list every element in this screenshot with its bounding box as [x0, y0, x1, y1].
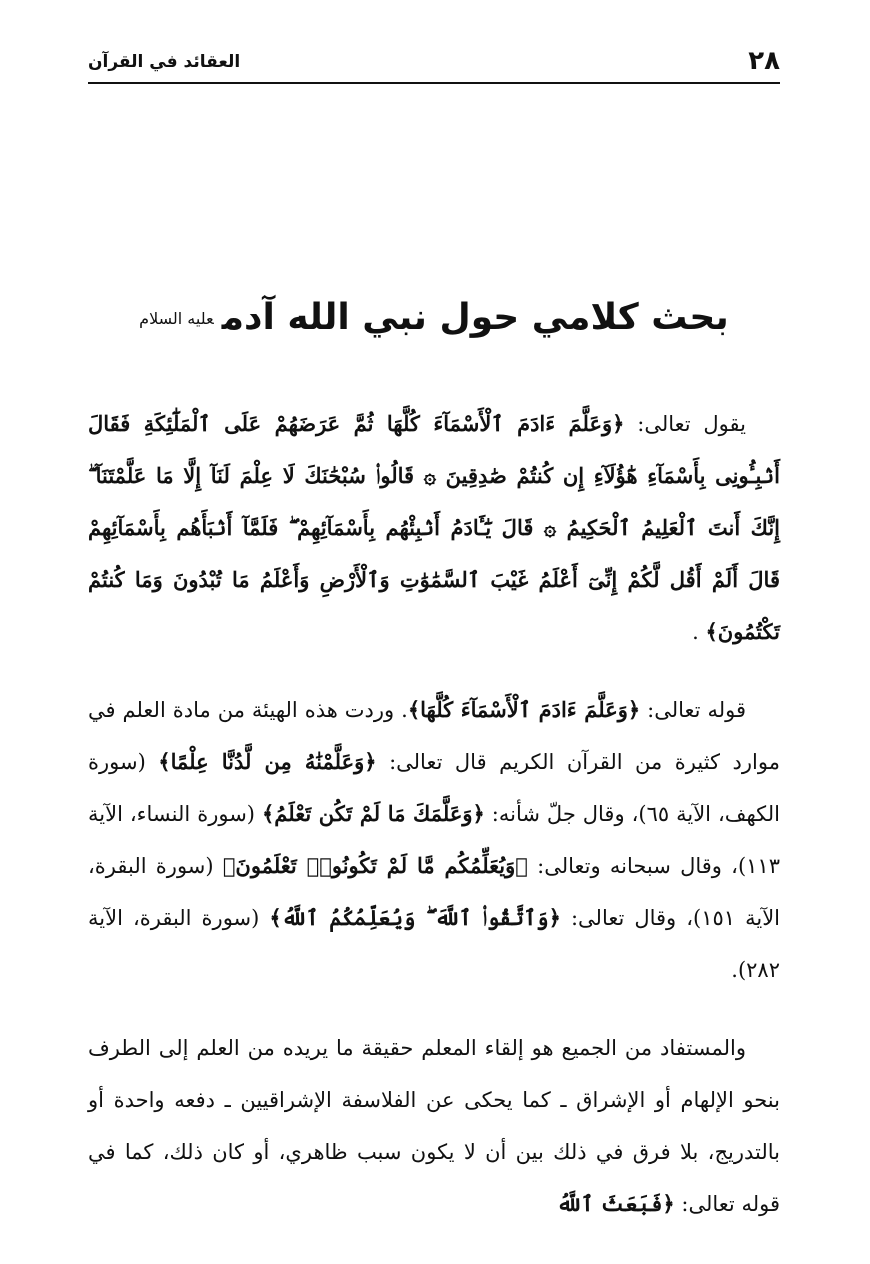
quran-verse: ﴿فَبَعَثَ ٱللَّهُ [556, 1191, 675, 1216]
paragraph-1-lead: يقول تعالى: [624, 412, 746, 436]
quran-verse: ﴿وَٱتَّقُوا۟ ٱللَّهَ ۖ وَيُعَلِّمُكُمُ ٱللَّهُ﴾ [269, 905, 561, 930]
chapter-title [88, 290, 780, 347]
verse-reference: (سورة البقرة، الآية ٢٨٢). [88, 906, 780, 982]
verse-reference: (سورة الكهف، الآية ٦٥)، وقال جلّ شأنه: [88, 750, 781, 826]
paragraph-1 [88, 398, 780, 658]
paragraph-3 [88, 1022, 780, 1230]
honorific-glyph: عليه السلام [139, 309, 214, 328]
page-header [88, 40, 780, 84]
paragraph-2-text: قوله تعالى: [640, 698, 746, 722]
paragraph-1-tail: . [692, 620, 706, 644]
quran-verse: ﴿وَيُعَلِّمُكُم مَّا لَمْ تَكُونُوا۟ تَعْلَمُونَ﴾ [222, 853, 528, 878]
paragraph-2 [88, 684, 780, 996]
verse-reference: (سورة النساء، الآية ١١٣)، وقال سبحانه وتعالى: [88, 802, 780, 878]
paragraph-2-text: . وردت هذه الهيئة من مادة العلم في موارد كثيرة من القرآن الكريم قال تعالى: [88, 698, 780, 774]
chapter-title-text: بحث كلامي حول نبي الله آدم [221, 297, 729, 338]
quran-verse: ﴿وَعَلَّمْنَٰهُ مِن لَّدُنَّا عِلْمًا﴾ [158, 749, 377, 774]
quran-verse: ﴿وَعَلَّمَكَ مَا لَمْ تَكُن تَعْلَمُ﴾ [261, 801, 485, 826]
running-title: العقائد في القرآن [88, 52, 241, 72]
verse-reference: (سورة البقرة، الآية ١٥١)، وقال تعالى: [88, 854, 781, 930]
page-number: ٢٨ [748, 46, 780, 76]
quran-verse: ﴿وَعَلَّمَ ءَادَمَ ٱلْأَسْمَآءَ كُلَّهَا﴾ [407, 697, 641, 722]
paragraph-3-text: والمستفاد من الجميع هو إلقاء المعلم حقيقة ما يريده من العلم إلى الطرف بنحو الإلهام أو الإشراق ـ كما يحكى عن الفلاسفة الإشراقيين ـ دفعه واحدة أو بالتدريج، بلا فرق في ذلك بين أن لا يكون سبب ظاهري، أو كان ذلك، كما في قوله تعالى: [88, 1036, 780, 1216]
quran-verse: ﴿وَعَلَّمَ ءَادَمَ ٱلْأَسْمَآءَ كُلَّهَا ثُمَّ عَرَضَهُمْ عَلَى ٱلْمَلَٰٓئِكَةِ فَقَالَ أَنۢبِـُٔونِى بِأَسْمَآءِ هَٰٓؤُلَآءِ إِن كُنتُمْ صَٰدِقِينَ ۞ قَالُوا۟ سُبْحَٰنَكَ لَا عِلْمَ لَنَآ إِلَّا مَا عَلَّمْتَنَآ ۖ إِنَّكَ أَنتَ ٱلْعَلِيمُ ٱلْحَكِيمُ ۞ قَالَ يَٰٓـَٔادَمُ أَنۢبِئْهُم بِأَسْمَآئِهِمْ ۖ فَلَمَّآ أَنۢبَأَهُم بِأَسْمَآئِهِمْ قَالَ أَلَمْ أَقُل لَّكُمْ إِنِّىٓ أَعْلَمُ غَيْبَ ٱلسَّمَٰوَٰتِ وَٱلْأَرْضِ وَأَعْلَمُ مَا تُبْدُونَ وَمَا كُنتُمْ تَكْتُمُونَ﴾ [88, 411, 780, 644]
